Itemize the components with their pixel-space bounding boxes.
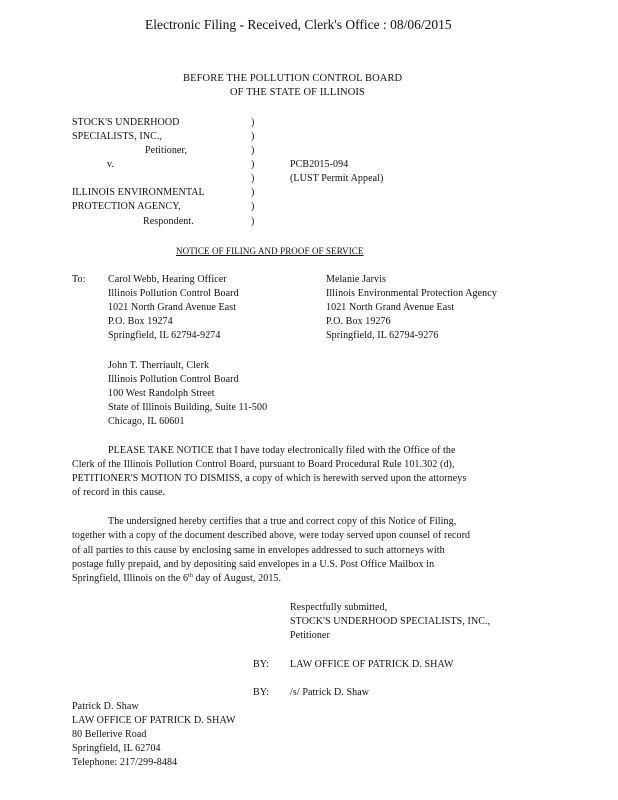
recipient-epa: [326, 273, 497, 343]
case-type: (LUST Permit Appeal): [290, 173, 384, 184]
certificate-paragraph-line: The undersigned hereby certifies that a true and correct copy of this Notice of Filing,: [108, 516, 457, 527]
address-line: Illinois Environmental Protection Agency: [326, 288, 497, 299]
paren: ): [251, 159, 255, 170]
notice-paragraph-line: Clerk of the Illinois Pollution Control Board, pursuant to Board Procedural Rule 101.302 (d),: [72, 459, 455, 470]
petitioner-name-1: STOCK'S UNDERHOOD: [72, 117, 180, 128]
paren: ): [251, 145, 255, 156]
to-label: To:: [72, 274, 86, 285]
address-line: Melanie Jarvis: [326, 274, 386, 285]
address-line: Chicago, IL 60601: [108, 416, 185, 427]
respondent-name-2: PROTECTION AGENCY,: [72, 201, 181, 212]
address-line: 1021 North Grand Avenue East: [108, 302, 237, 313]
paren: ): [251, 131, 255, 142]
paren: ): [251, 201, 255, 212]
address-line: State of Illinois Building, Suite 11-500: [108, 402, 268, 413]
recipient-hearing-officer: [108, 273, 239, 343]
address-line: 1021 North Grand Avenue East: [326, 302, 455, 313]
address-line: Illinois Pollution Control Board: [108, 374, 239, 385]
attorney-line: Springfield, IL 62704: [72, 743, 161, 754]
attorney-line: Telephone: 217/299-8484: [72, 757, 178, 768]
notice-paragraph-line: PETITIONER'S MOTION TO DISMISS, a copy of which is herewith served upon the attorneys: [72, 473, 467, 484]
by-label: BY:: [253, 659, 270, 670]
paren: ): [251, 187, 255, 198]
attorney-line: 80 Bellerive Road: [72, 729, 147, 740]
address-line: Illinois Pollution Control Board: [108, 288, 239, 299]
signature-party: STOCK'S UNDERHOOD SPECIALISTS, INC.,: [290, 616, 491, 627]
certificate-paragraph-line: together with a copy of the document described above, were today served upon counsel of record: [72, 530, 471, 541]
notice-title: NOTICE OF FILING AND PROOF OF SERVICE: [176, 246, 364, 256]
paren: ): [251, 216, 255, 227]
address-line: P.O. Box 19276: [326, 316, 391, 327]
attorney-line: LAW OFFICE OF PATRICK D. SHAW: [72, 715, 236, 726]
case-number: PCB2015-094: [290, 159, 349, 170]
versus: v.: [107, 159, 115, 170]
address-line: John T. Therriault, Clerk: [108, 360, 210, 371]
signature-closing: Respectfully submitted,: [290, 602, 388, 613]
address-line: Springfield, IL 62794-9276: [326, 330, 439, 341]
signature-role: Petitioner: [290, 630, 330, 641]
filing-stamp: Electronic Filing - Received, Clerk's Office : 08/06/2015: [145, 17, 452, 32]
address-line: Carol Webb, Hearing Officer: [108, 274, 227, 285]
address-line: Springfield, IL 62794-9274: [108, 330, 221, 341]
paren: ): [251, 117, 255, 128]
electronic-signature: /s/ Patrick D. Shaw: [290, 687, 370, 698]
certificate-paragraph-line: of all parties to this cause by enclosing same in envelopes addressed to such attorneys with: [72, 545, 445, 556]
by-label: BY:: [253, 687, 270, 698]
date-text: day of August, 2015.: [192, 573, 282, 584]
certificate-paragraph-line: postage fully prepaid, and by depositing said envelopes in a U.S. Post Office Mailbox in: [72, 559, 435, 570]
caption-line-1: BEFORE THE POLLUTION CONTROL BOARD: [183, 73, 403, 84]
address-line: 100 West Randolph Street: [108, 388, 215, 399]
recipient-clerk: [108, 359, 267, 429]
date-suffix: th: [188, 573, 193, 579]
notice-paragraph-line: PLEASE TAKE NOTICE that I have today electronically filed with the Office of the: [108, 445, 456, 456]
attorney-block: [72, 700, 236, 770]
certificate-date-line: [72, 572, 281, 586]
address-line: P.O. Box 19274: [108, 316, 173, 327]
date-text: Springfield, Illinois on the 6: [72, 573, 189, 584]
caption-line-2: OF THE STATE OF ILLINOIS: [230, 87, 365, 98]
respondent-role: Respondent.: [143, 216, 194, 227]
notice-paragraph-line: of record in this cause.: [72, 487, 166, 498]
petitioner-role: Petitioner,: [145, 145, 188, 156]
paren: ): [251, 173, 255, 184]
respondent-name-1: ILLINOIS ENVIRONMENTAL: [72, 187, 205, 198]
attorney-line: Patrick D. Shaw: [72, 701, 139, 712]
petitioner-name-2: SPECIALISTS, INC.,: [72, 131, 163, 142]
signature-firm: LAW OFFICE OF PATRICK D. SHAW: [290, 659, 454, 670]
